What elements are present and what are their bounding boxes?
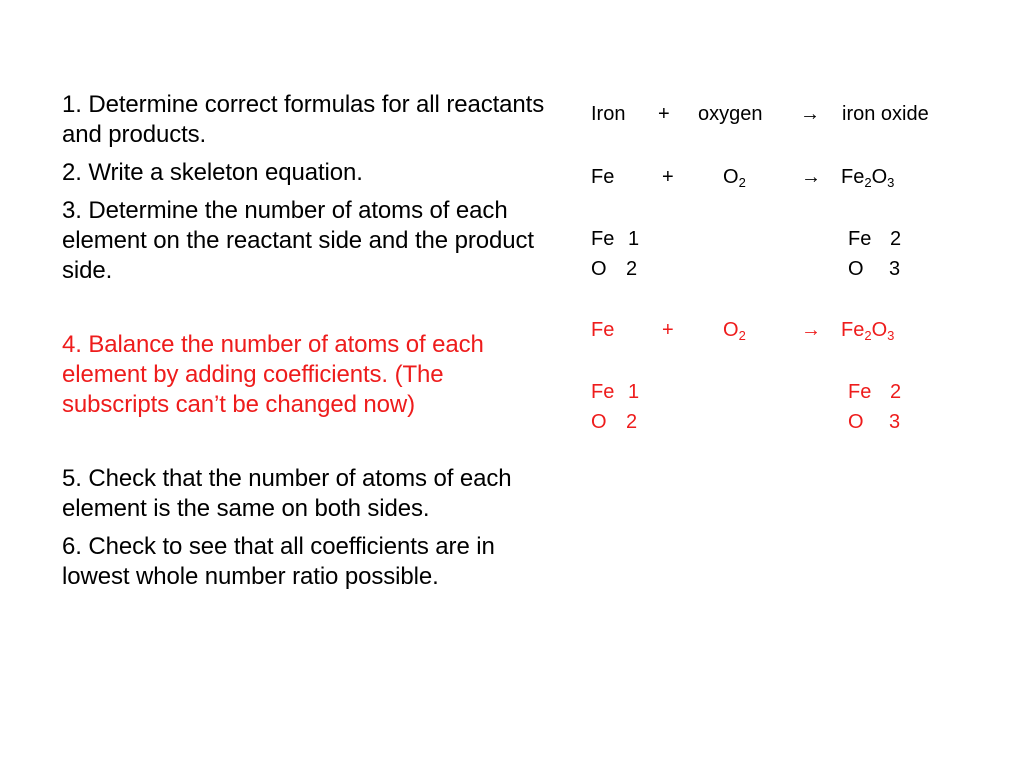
count-right-value: 2 xyxy=(890,381,902,403)
count-right-element: O xyxy=(848,411,864,433)
step-3-text: 3. Determine the number of atoms of each element on the reactant side and the product side. xyxy=(62,197,534,284)
count-left-element: Fe xyxy=(591,228,615,250)
balanced-reactant-1: Fe xyxy=(591,319,615,341)
step-4-text: 4. Balance the number of atoms of each element by adding coefficients. (The subscripts can’t be changed now) xyxy=(62,331,484,418)
skeleton-arrow: → xyxy=(801,166,821,188)
count-left-value: 1 xyxy=(628,228,640,250)
word-product: iron oxide xyxy=(842,103,929,125)
count-left-element: O xyxy=(591,258,607,280)
count-left-value: 1 xyxy=(628,381,640,403)
count-left-value: 2 xyxy=(626,258,638,280)
step-6-text: 6. Check to see that all coefficients are in lowest whole number ratio possible. xyxy=(62,533,495,590)
word-reactant-1: Iron xyxy=(591,103,626,125)
balanced-reactant-2: $O_2$ xyxy=(723,319,746,343)
word-plus: + xyxy=(658,103,670,125)
worked-example xyxy=(591,0,1011,768)
step-5-text: 5. Check that the number of atoms of each element is the same on both sides. xyxy=(62,465,512,522)
balanced-plus: + xyxy=(662,319,674,341)
steps-list xyxy=(62,90,552,592)
skeleton-reactant-1: Fe xyxy=(591,166,615,188)
step-2-text: 2. Write a skeleton equation. xyxy=(62,159,363,186)
skeleton-reactant-2: $O_2$ xyxy=(723,166,746,190)
balanced-arrow: → xyxy=(801,319,821,341)
count-right-value: 3 xyxy=(889,411,901,433)
count-right-element: O xyxy=(848,258,864,280)
skeleton-plus: + xyxy=(662,166,674,188)
count-right-value: 3 xyxy=(889,258,901,280)
balanced-product: $Fe_2O_3$ xyxy=(841,319,895,343)
count-left-element: O xyxy=(591,411,607,433)
step-1-text: 1. Determine correct formulas for all reactants and products. xyxy=(62,91,545,148)
count-right-value: 2 xyxy=(890,228,902,250)
word-reactant-2: oxygen xyxy=(698,103,763,125)
count-right-element: Fe xyxy=(848,228,872,250)
word-arrow: → xyxy=(800,103,820,125)
count-left-value: 2 xyxy=(626,411,638,433)
skeleton-product: $Fe_2O_3$ xyxy=(841,166,895,190)
count-left-element: Fe xyxy=(591,381,615,403)
count-right-element: Fe xyxy=(848,381,872,403)
